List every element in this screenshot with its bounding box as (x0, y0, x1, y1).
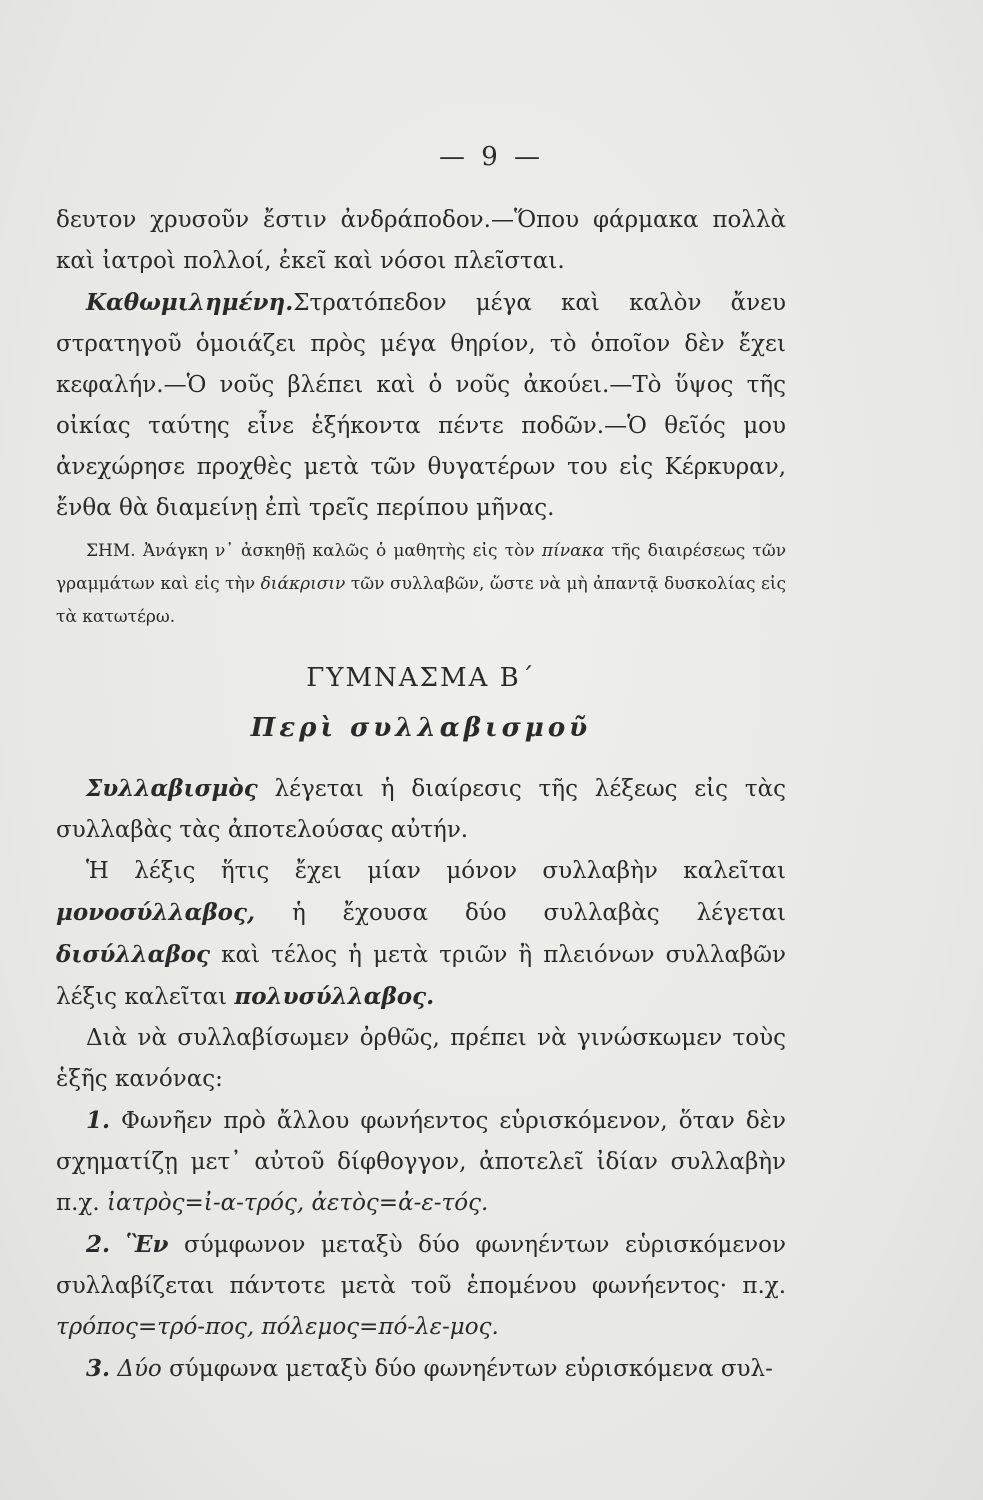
classification-paragraph (56, 851, 786, 1018)
note-text-3: τῶν συλλαβῶν, ὥστε νὰ μὴ ἀπαντᾷ δυσκολίας εἰς τὰ κατωτέρω. (56, 574, 787, 627)
proverbs-text: δευτον χρυσοῦν ἔστιν ἀνδράποδον.—Ὅπου φάρμακα πολλὰ καὶ ἰατροὶ πολλοί, ἐκεῖ καὶ νόσοι πλεῖσται. (56, 207, 786, 274)
rule-2-number: 2. (86, 1231, 111, 1258)
rule-3-number: 3. (86, 1355, 111, 1382)
term-disyllable: δισύλλαβος (56, 941, 210, 968)
rule-1-example: ἰατρὸς=ἰ-α-τρός, ἀετὸς=ἀ-ε-τός. (107, 1190, 489, 1216)
term-monosyllable: μονοσύλλαβος, (56, 899, 255, 926)
rule-1 (56, 1100, 786, 1224)
footnote (56, 535, 786, 634)
classification-text-1: Ἡ λέξις ἥτις ἔχει μίαν μόνον συλλαβὴν καλεῖται (86, 858, 786, 884)
rule-1-number: 1. (86, 1107, 111, 1134)
rule-3-lead: Δύο (117, 1356, 162, 1382)
note-term-1: πίνακα (541, 541, 605, 561)
rule-3 (56, 1348, 786, 1390)
classification-text-3: καὶ τέλος ἡ μετὰ τριῶν ἢ πλειόνων συλλαβῶν λέξις καλεῖται (56, 942, 787, 1010)
definition-paragraph (56, 768, 786, 851)
rule-3-text: σύμφωνα μεταξὺ δύο φωνηέντων εὑρισκόμενα συλ- (169, 1356, 773, 1382)
rules-list (56, 1100, 786, 1390)
paragraph-proverbs (56, 200, 786, 282)
colloquial-text: Στρατόπεδον μέγα καὶ καλὸν ἄνευ στρατηγοῦ ὁμοιάζει πρὸς μέγα θηρίον, τὸ ὁποῖον δὲν ἔχει κεφαλήν.—Ὁ νοῦς βλέπει καὶ ὁ νοῦς ἀκούει.—Τὸ ὕψος τῆς οἰκίας ταύτης εἶνε ἑξήκοντα πέντε ποδῶν.—Ὁ θεῖός μου ἀνεχώρησε προχθὲς μετὰ τῶν θυγατέρων του εἰς Κέρκυραν, ἔνθα θὰ διαμείνῃ ἐπὶ τρεῖς περίπου μῆνας. (56, 290, 786, 521)
rules-intro: Διὰ νὰ συλλαβίσωμεν ὀρθῶς, πρέπει νὰ γινώσκωμεν τοὺς ἑξῆς κανόνας: (56, 1025, 786, 1092)
term-polysyllable: πολυσύλλαβος. (234, 983, 435, 1010)
exercise-title: ΓΥΜΝΑΣΜΑ Β΄ (306, 663, 536, 693)
definition-term: Συλλαβισμὸς (86, 775, 258, 802)
page-body (56, 200, 786, 1390)
rule-2-text: σύμφωνον μεταξὺ δύο φωνηέντων εὑρισκόμενον συλλαβίζεται πάντοτε μετὰ τοῦ ἑπομένου φωνήεντος· π.χ. (56, 1232, 786, 1299)
classification-text-2: ἡ ἔχουσα δύο συλλαβὰς λέγεται (291, 900, 787, 926)
rule-2-example: τρόπος=τρό-πος, πόλεμος=πό-λε-μος. (56, 1314, 499, 1340)
note-prefix: ΣΗΜ. (86, 541, 136, 561)
colloquial-label: Καθωμιλημένη. (86, 289, 294, 316)
page-number: — 9 — (438, 142, 545, 172)
definition-text: λέγεται ἡ διαίρεσις τῆς λέξεως εἰς τὰς συλλαβὰς τὰς ἀποτελούσας αὐτήν. (56, 776, 786, 843)
note-text-2: τῆς διαιρέσεως τῶν γραμμάτων καὶ εἰς τὴν (56, 541, 787, 594)
paragraph-colloquial (56, 282, 786, 529)
rule-2-lead: Ἓν (125, 1231, 169, 1258)
section-title: Περὶ συλλαβισμοῦ (250, 713, 592, 743)
rule-1-text: Φωνῆεν πρὸ ἄλλου φωνήεντος εὑρισκόμενον, ὅταν δὲν σχηματίζῃ μετ᾽ αὐτοῦ δίφθογγον, ἀποτελεῖ ἰδίαν συλλαβὴν π.χ. (56, 1108, 787, 1216)
note-term-2: διάκρισιν (260, 574, 346, 594)
note-text-1: Ἀνάγκη ν᾽ ἀσκηθῇ καλῶς ὁ μαθητὴς εἰς τὸν (142, 541, 535, 561)
rule-2 (56, 1224, 786, 1348)
